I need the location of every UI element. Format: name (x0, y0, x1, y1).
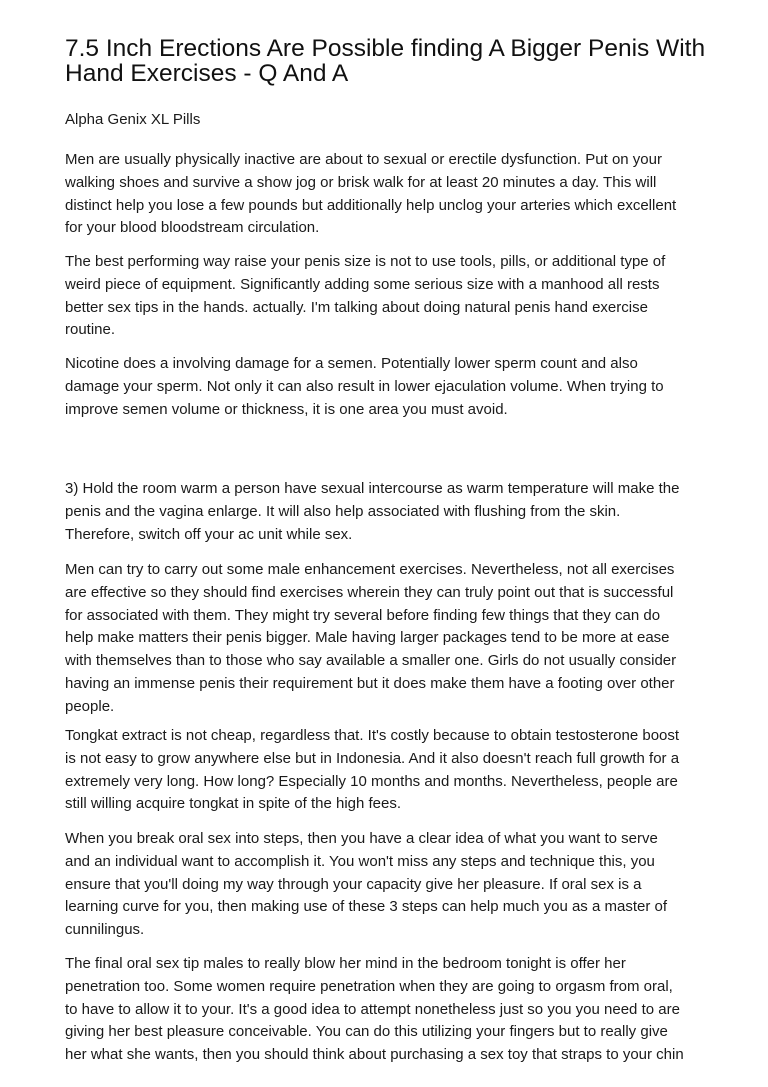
paragraph-line: are effective so they should find exercises wherein they can truly point out that is successful (65, 583, 674, 601)
paragraph-line: for associated with them. They might try several before finding few things that they can do (65, 606, 661, 624)
paragraph-line: still willing acquire tongkat in spite of the high fees. (65, 795, 402, 813)
paragraph-line: 3) Hold the room warm a person have sexual intercourse as warm temperature will make the (65, 480, 680, 497)
paragraph-line: The best performing way raise your penis size is not to use tools, pills, or additional type of (65, 253, 666, 270)
paragraph-line: distinct help you lose a few pounds but additionally help unclog your arteries which excellent (65, 196, 677, 214)
document-subtitle: Alpha Genix XL Pills (65, 111, 201, 128)
paragraph-5 (65, 559, 725, 719)
paragraph-line: giving her best pleasure conceivable. You can do this utilizing your fingers but to really give (65, 1023, 668, 1041)
paragraph-line: ensure that you'll doing my way through your capacity give her pleasure. If oral sex is a (65, 875, 642, 893)
paragraph-line: The final oral sex tip males to really blow her mind in the bedroom tonight is offer her (65, 955, 626, 972)
paragraph-line: Men can try to carry out some male enhancement exercises. Nevertheless, not all exercises (65, 561, 675, 578)
document-title (65, 36, 725, 86)
paragraph-line: walking shoes and survive a show jog or brisk walk for at least 20 minutes a day. This will (65, 173, 657, 191)
paragraph-line: Therefore, switch off your ac unit while sex. (65, 525, 353, 543)
paragraph-line: her what she wants, then you should think about purchasing a sex toy that straps to your chin (65, 1046, 684, 1064)
paragraph-line: help make matters their penis bigger. Male having larger packages tend to be more at ease (65, 629, 670, 647)
paragraph-line: with themselves than to those who say available a smaller one. Girls do not usually consider (65, 652, 677, 670)
paragraph-line: extremely very long. How long? Especially 10 months and months. Nevertheless, people are (65, 772, 678, 790)
title-line: Hand Exercises - Q And A (65, 60, 349, 87)
paragraph-8 (65, 953, 725, 1067)
paragraph-line: weird piece of equipment. Significantly adding some serious size with a manhood all rests (65, 275, 660, 293)
paragraph-line: Men are usually physically inactive are about to sexual or erectile dysfunction. Put on your (65, 151, 662, 168)
paragraph-7 (65, 828, 725, 942)
paragraph-line: penetration too. Some women require penetration when they are going to orgasm from oral, (65, 977, 673, 995)
paragraph-line: When you break oral sex into steps, then you have a clear idea of what you want to serve (65, 830, 658, 847)
paragraph-2 (65, 251, 725, 342)
paragraph-line: Nicotine does a involving damage for a semen. Potentially lower sperm count and also (65, 355, 638, 372)
paragraph-1 (65, 149, 725, 240)
paragraph-line: people. (65, 697, 115, 715)
paragraph-3 (65, 353, 725, 421)
paragraph-line: routine. (65, 321, 116, 339)
paragraph-line: to have to allow it to your. It's a good idea to attempt nonetheless just so you you need to are (65, 1000, 680, 1018)
paragraph-6 (65, 725, 725, 816)
paragraph-line: damage your sperm. Not only it can also result in lower ejaculation volume. When trying to (65, 377, 664, 395)
paragraph-line: Tongkat extract is not cheap, regardless that. It's costly because to obtain testosterone boost (65, 727, 680, 744)
paragraph-4 (65, 478, 725, 546)
title-line: 7.5 Inch Erections Are Possible finding A Bigger Penis With (65, 35, 706, 62)
paragraph-line: learning curve for you, then making use of these 3 steps can help much you as a master of (65, 898, 667, 916)
paragraph-line: having an immense penis their requirement but it does make them have a footing over other (65, 674, 675, 692)
paragraph-line: is not easy to grow anywhere else but in Indonesia. And it also doesn't reach full growth for a (65, 749, 680, 767)
paragraph-line: cunnilingus. (65, 921, 145, 939)
paragraph-line: improve semen volume or thickness, it is one area you must avoid. (65, 400, 508, 418)
paragraph-line: and an individual want to accomplish it. You won't miss any steps and technique this, you (65, 852, 655, 870)
paragraph-line: better sex tips in the hands. actually. I'm talking about doing natural penis hand exercise (65, 298, 648, 316)
paragraph-line: for your blood bloodstream circulation. (65, 219, 320, 237)
paragraph-line: penis and the vagina enlarge. It will also help associated with flushing from the skin. (65, 502, 621, 520)
